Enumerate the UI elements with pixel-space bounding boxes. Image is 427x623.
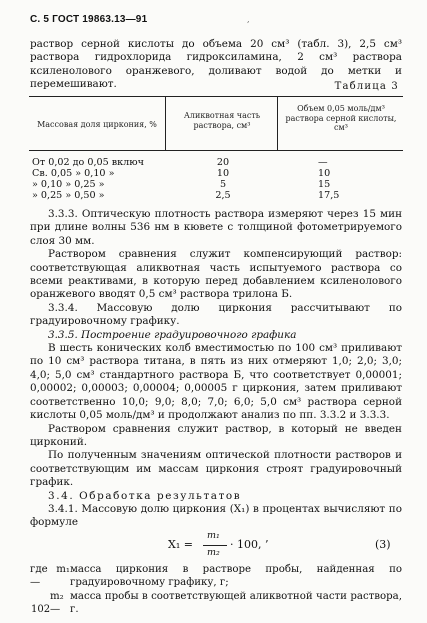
table-cell-aliquot: 10 (216, 168, 230, 179)
paragraph-3-4-heading: 3.4. Обработка результатов (48, 489, 242, 502)
table-header-acid-volume: Объем 0,05 моль/дм³ раствора серной кислоты, см³ (285, 104, 397, 132)
formula-lhs: X₁ = (168, 538, 193, 551)
formula-legend (30, 563, 402, 589)
legend-text: масса циркония в растворе пробы, найденная по градуировочному графику, г; (70, 564, 402, 588)
table-cell-range: От 0,02 до 0,05 включ (32, 157, 144, 168)
formula-fraction-bar (203, 545, 227, 546)
body-text (30, 208, 402, 530)
legend-prefix: m₂ — (50, 591, 64, 615)
table-cell-acid: — (318, 157, 328, 168)
table-col-divider-2 (277, 96, 278, 151)
table-col-divider-1 (165, 96, 166, 151)
legend-item (50, 590, 402, 616)
table-title: Таблица 3 (334, 81, 399, 92)
legend-text: масса пробы в соответствующей аликвотной части раствора, г. (70, 591, 402, 615)
paragraph-reference-solution: Раствором сравнения служит компенсирующий раствор: соответствующая аликвотная часть испытуемого раствора со всеми реактивами, в которую перед добавлением ксиленолового оранжевого вводят 0,5 см³ раствора трилона Б. (30, 248, 402, 301)
table-cell-range: » 0,25 » 0,50 » (32, 190, 105, 201)
paragraph-calibration-procedure: В шесть конических колб вместимостью по 100 см³ приливают по 10 см³ раствора титана, в пять из них отмеряют 1,0; 2,0; 3,0; 4,0; 5,0 см³ стандартного раствора Б, что соответствует 0,00001; 0,00002; 0,00003; 0,00004; 0,00005 г циркония, затем приливают соответственно 10,0; 9,0; 8,0; 7,0; 6,0; 5,0 см³ раствора серной кислоты 0,05 моль/дм³ и продолжают анализ по пп. 3.3.2 и 3.3.3. (30, 342, 402, 422)
table-header-rule (29, 150, 403, 151)
formula-numerator: m₁ (207, 530, 220, 541)
table-cell-acid: 15 (318, 179, 331, 190)
paragraph-calibration-curve: По полученным значениям оптической плотности растворов и соответствующим им массам циркония строят градуировочный график. (30, 449, 402, 489)
table-cell-aliquot: 2,5 (215, 190, 231, 201)
table-cell-aliquot: 5 (219, 179, 227, 190)
header-mark: , (247, 15, 250, 24)
page-number: 102 (31, 604, 51, 615)
legend-prefix: где m₁ — (30, 564, 70, 588)
table-header-aliquot: Аликвотная часть раствора, см³ (183, 111, 261, 130)
paragraph-reference-blank: Раствором сравнения служит раствор, в который не введен цирконий. (30, 422, 402, 448)
formula-denominator: m₂ (207, 547, 220, 558)
table-cell-range: Св. 0,05 » 0,10 » (32, 168, 115, 179)
paragraph-3-3-3: 3.3.3. Оптическую плотность раствора измеряют через 15 мин при длине волны 536 нм в кювете с толщиной фотометрируемого слоя 30 мм. (30, 208, 402, 247)
formula-number: (3) (375, 538, 391, 551)
page-header: С. 5 ГОСТ 19863.13—91 (30, 14, 148, 25)
paragraph-3-4-1: 3.4.1. Массовую долю циркония (X₁) в процентах вычисляют по формуле (30, 502, 402, 529)
formula-tail: · 100, ’ (230, 538, 269, 551)
paragraph-3-3-4: 3.3.4. Массовую долю циркония рассчитывают по градуировочному графику. (30, 301, 402, 328)
table-cell-acid: 17,5 (318, 190, 340, 201)
table-header-mass-fraction: Массовая доля циркония, % (37, 120, 157, 129)
paragraph-3-3-5-heading: 3.3.5. Построение градуировочного графика (48, 328, 297, 341)
intro-paragraph: раствор серной кислоты до объема 20 см³ (табл. 3), 2,5 см³ раствора гидрохлорида гидроксиламина, 2 см³ раствора ксиленолового оранжевого, доливают водой до метки и перемешивают. (30, 38, 402, 91)
table-cell-aliquot: 20 (216, 157, 230, 168)
table-top-rule (29, 96, 403, 97)
formula-legend-2 (50, 590, 402, 616)
table-cell-acid: 10 (318, 168, 331, 179)
table-cell-range: » 0,10 » 0,25 » (32, 179, 105, 190)
legend-item (30, 563, 402, 589)
